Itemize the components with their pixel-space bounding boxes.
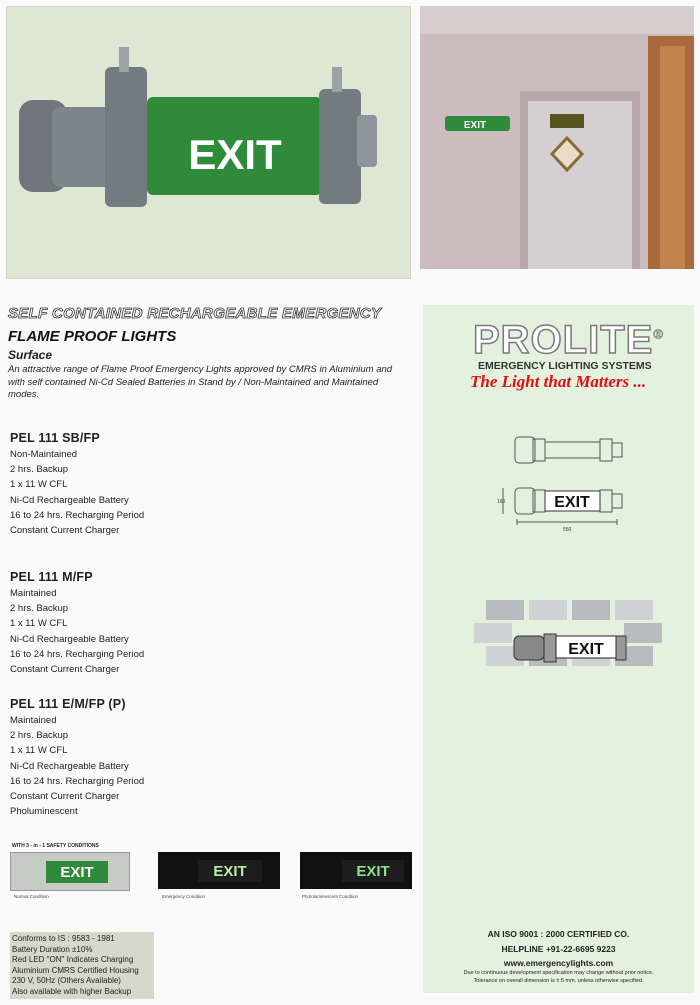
spec-item: Maintained <box>10 715 57 726</box>
spec-item: Constant Current Charger <box>10 664 120 676</box>
description: An attractive range of Flame Proof Emergency Lights approved by CMRS in Aluminium and with self contained Ni-Cd Sealed Batteries in Stand by / Non-Maintained and Maintained modes. <box>8 364 393 400</box>
drawing-exit-text: EXIT <box>554 494 590 511</box>
photoluminescent-condition-image <box>300 852 412 889</box>
model-pel111mfp: PEL 111 M/FP <box>10 570 93 584</box>
heading-subtitle: Surface <box>8 348 53 362</box>
spec-item: 1 x 11 W CFL <box>10 618 68 630</box>
note-line: Aluminium CMRS Certified Housing <box>12 965 139 975</box>
heading-line2: FLAME PROOF LIGHTS <box>8 328 177 345</box>
spec-item: Ni-Cd Rechargeable Battery <box>10 760 129 772</box>
spec-item: Constant Current Charger <box>10 791 120 803</box>
footer-note: Due to continuous development specification may change without prior notice. <box>463 970 654 976</box>
note-line: Battery Duration ±10% <box>12 944 93 954</box>
spec-item: 1 x 11 W CFL <box>10 745 68 757</box>
spec-item: 16 to 24 hrs. Recharging Period <box>10 648 145 660</box>
footer-note: Tolerance on overall dimension is ± 5 mm. unless otherwise specified. <box>473 978 644 984</box>
condition-label: Photoluminescent Condition <box>302 894 359 899</box>
normal-condition-image <box>10 852 130 891</box>
technical-drawing <box>495 425 645 540</box>
note-line: 230 V, 50Hz (Others Available) <box>12 976 121 985</box>
note-line: Red LED "ON" Indicates Charging <box>12 955 134 964</box>
exit-sign-text: EXIT <box>188 131 282 178</box>
note-line: Also available with higher Backup <box>12 986 132 996</box>
tile-exit-text: EXIT <box>568 641 604 658</box>
dimension-width: 550 <box>563 527 572 533</box>
prolite-logo <box>473 318 664 363</box>
iso-certification: AN ISO 9001 : 2000 CERTIFIED CO. <box>487 929 630 939</box>
logo-text: PROLITE <box>473 318 654 362</box>
certification-notes <box>10 932 154 999</box>
condition-label: Normal Condition <box>14 894 49 899</box>
spec-item: 16 to 24 hrs. Recharging Period <box>10 509 145 521</box>
spec-list <box>10 447 144 538</box>
heading-line1: SELF CONTAINED RECHARGEABLE EMERGENCY <box>8 305 382 322</box>
spec-list <box>10 586 144 677</box>
model-pel111sbfp: PEL 111 SB/FP <box>10 431 100 445</box>
spec-item: 2 hrs. Backup <box>10 464 69 476</box>
spec-item: Constant Current Charger <box>10 525 120 537</box>
installation-photo <box>420 6 694 269</box>
spec-item: Ni-Cd Rechargeable Battery <box>10 494 129 506</box>
spec-item: Pholuminescent <box>10 806 78 818</box>
brand-tagline: The Light that Matters ... <box>470 372 647 391</box>
dimension-height: 160 <box>497 499 506 505</box>
flameproof-light-image <box>7 7 410 278</box>
brand-subtitle: EMERGENCY LIGHTING SYSTEMS <box>478 360 652 372</box>
registered-mark: ® <box>653 326 664 342</box>
spec-item: Ni-Cd Rechargeable Battery <box>10 633 129 645</box>
exit-label: EXIT <box>198 860 262 882</box>
helpline: HELPLINE +91-22-6695 9223 <box>501 944 616 954</box>
exit-label: EXIT <box>342 860 404 882</box>
safety-title: WITH 3 - in - 1 SAFETY CONDITIONS <box>12 843 99 849</box>
website-link[interactable]: www.emergencylights.com <box>503 958 614 968</box>
spec-item: 1 x 11 W CFL <box>10 479 68 491</box>
spec-list <box>10 713 144 819</box>
wall-exit-text: EXIT <box>463 120 487 131</box>
note-line: Conforms to IS : 9583 - 1981 <box>12 934 115 943</box>
exit-label: EXIT <box>46 861 108 883</box>
spec-item: 2 hrs. Backup <box>10 603 69 615</box>
product-photo <box>6 6 411 279</box>
model-pel111emfp: PEL 111 E/M/FP (P) <box>10 697 126 711</box>
spec-item: Non-Maintained <box>10 449 78 460</box>
installation-image <box>420 6 694 269</box>
emergency-condition-image <box>158 852 280 889</box>
condition-label: Emergency Condition <box>162 894 206 899</box>
tiled-exit-graphic <box>474 598 664 668</box>
spec-item: 16 to 24 hrs. Recharging Period <box>10 775 145 787</box>
spec-item: 2 hrs. Backup <box>10 730 69 742</box>
spec-item: Maintained <box>10 588 57 599</box>
